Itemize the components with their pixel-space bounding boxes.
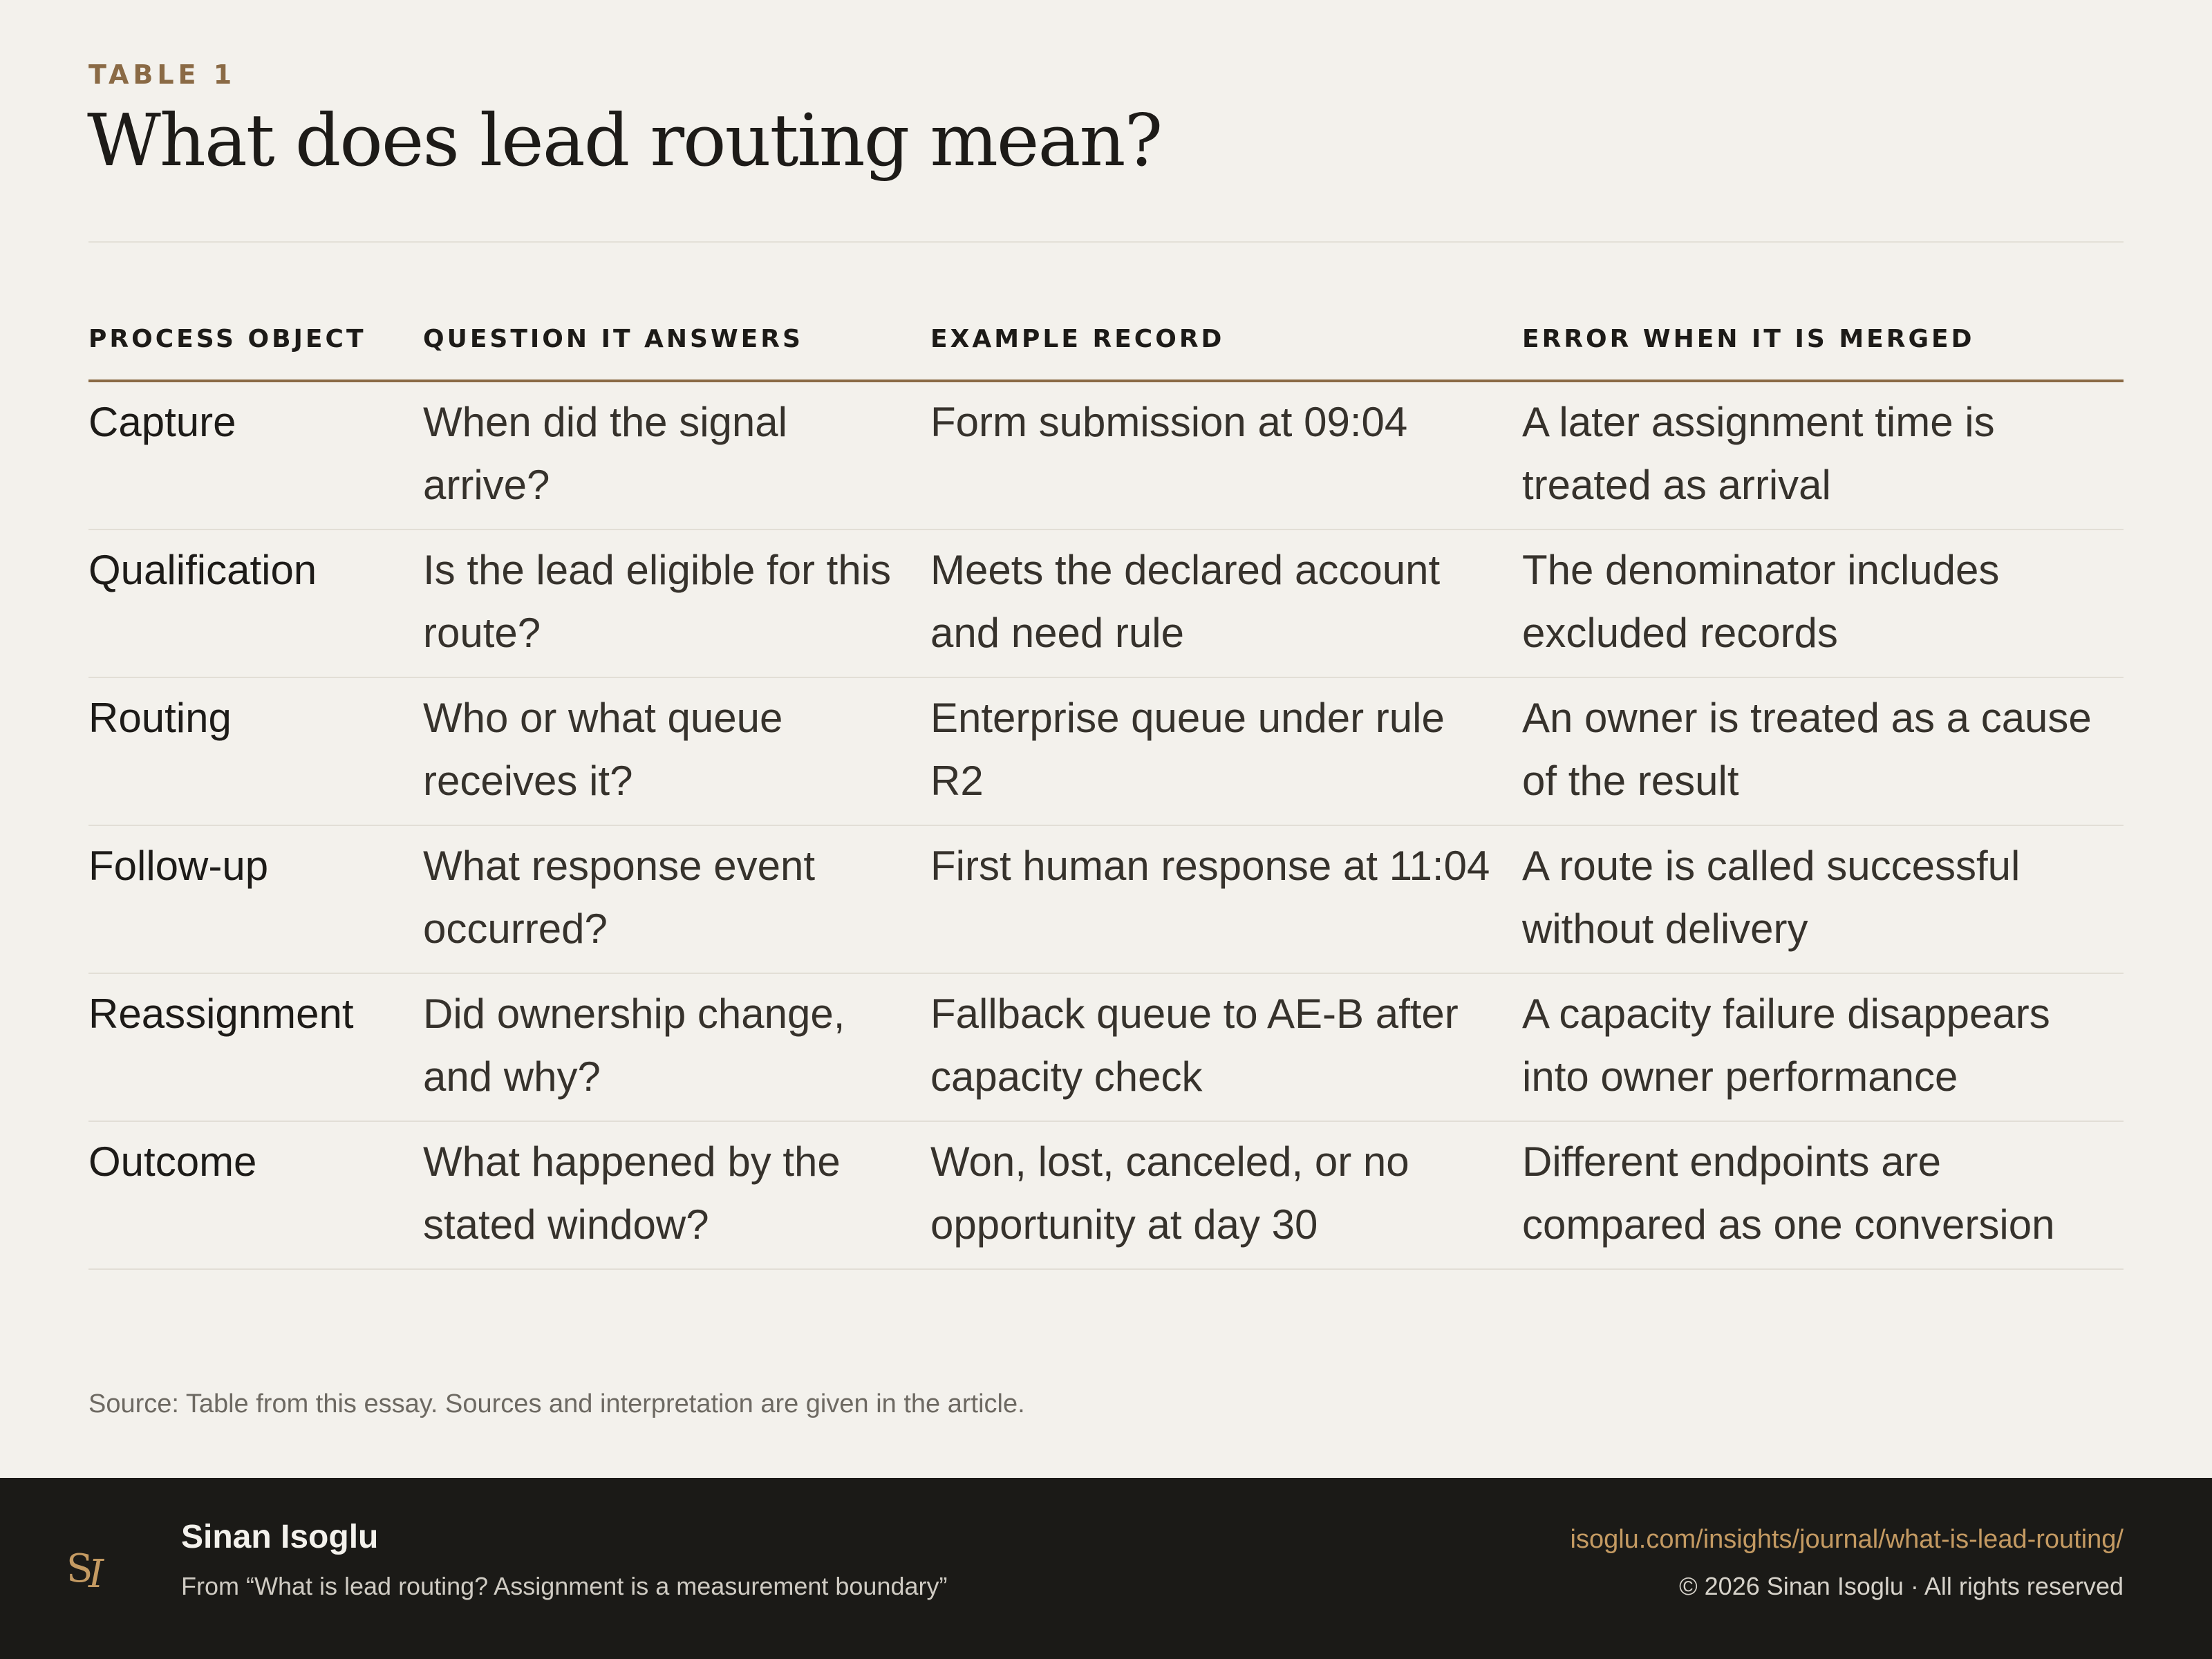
cell-error: A capacity failure disappears into owner performance — [1522, 973, 2124, 1121]
divider — [88, 241, 2124, 243]
column-header-error: ERROR WHEN IT IS MERGED — [1522, 325, 2124, 381]
cell-process-object: Reassignment — [88, 973, 423, 1121]
cell-example-record: Meets the declared account and need rule — [930, 529, 1522, 677]
column-header-process-object: PROCESS OBJECT — [88, 325, 423, 381]
table-row — [88, 381, 2124, 529]
cell-question: Is the lead eligible for this route? — [423, 529, 930, 677]
copyright-notice: © 2026 Sinan Isoglu · All rights reserved — [1679, 1572, 2124, 1600]
svg-text:S: S — [66, 1546, 93, 1591]
author-name: Sinan Isoglu — [181, 1519, 379, 1555]
cell-process-object: Capture — [88, 381, 423, 529]
table-eyebrow: TABLE 1 — [88, 59, 236, 90]
cell-error: The denominator includes excluded records — [1522, 529, 2124, 677]
source-note: Source: Table from this essay. Sources and interpretation are given in the article. — [88, 1389, 1025, 1418]
cell-example-record: Won, lost, canceled, or no opportunity at day 30 — [930, 1121, 1522, 1269]
cell-process-object: Qualification — [88, 529, 423, 677]
cell-error: Different endpoints are compared as one conversion — [1522, 1121, 2124, 1269]
si-monogram-logo-icon — [64, 1541, 119, 1597]
table-header-row — [88, 325, 2124, 381]
cell-example-record: Fallback queue to AE-B after capacity check — [930, 973, 1522, 1121]
cell-error: A later assignment time is treated as arrival — [1522, 381, 2124, 529]
article-reference: From “What is lead routing? Assignment is a measurement boundary” — [181, 1572, 948, 1600]
svg-text:I: I — [88, 1552, 104, 1597]
cell-process-object: Follow-up — [88, 825, 423, 973]
article-url-link[interactable]: isoglu.com/insights/journal/what-is-lead-routing/ — [1570, 1525, 2124, 1554]
cell-error: A route is called successful without delivery — [1522, 825, 2124, 973]
cell-error: An owner is treated as a cause of the result — [1522, 677, 2124, 825]
cell-question: What response event occurred? — [423, 825, 930, 973]
cell-example-record: Form submission at 09:04 — [930, 381, 1522, 529]
table-row — [88, 825, 2124, 973]
cell-process-object: Routing — [88, 677, 423, 825]
cell-example-record: Enterprise queue under rule R2 — [930, 677, 1522, 825]
table-row — [88, 1121, 2124, 1269]
column-header-question: QUESTION IT ANSWERS — [423, 325, 930, 381]
definitions-table — [88, 325, 2124, 1270]
page-title: What does lead routing mean? — [87, 98, 1162, 182]
cell-question: Who or what queue receives it? — [423, 677, 930, 825]
cell-process-object: Outcome — [88, 1121, 423, 1269]
column-header-example-record: EXAMPLE RECORD — [930, 325, 1522, 381]
cell-example-record: First human response at 11:04 — [930, 825, 1522, 973]
cell-question: When did the signal arrive? — [423, 381, 930, 529]
table-row — [88, 973, 2124, 1121]
cell-question: Did ownership change, and why? — [423, 973, 930, 1121]
cell-question: What happened by the stated window? — [423, 1121, 930, 1269]
table-row — [88, 529, 2124, 677]
footer — [0, 1478, 2212, 1659]
table-row — [88, 677, 2124, 825]
